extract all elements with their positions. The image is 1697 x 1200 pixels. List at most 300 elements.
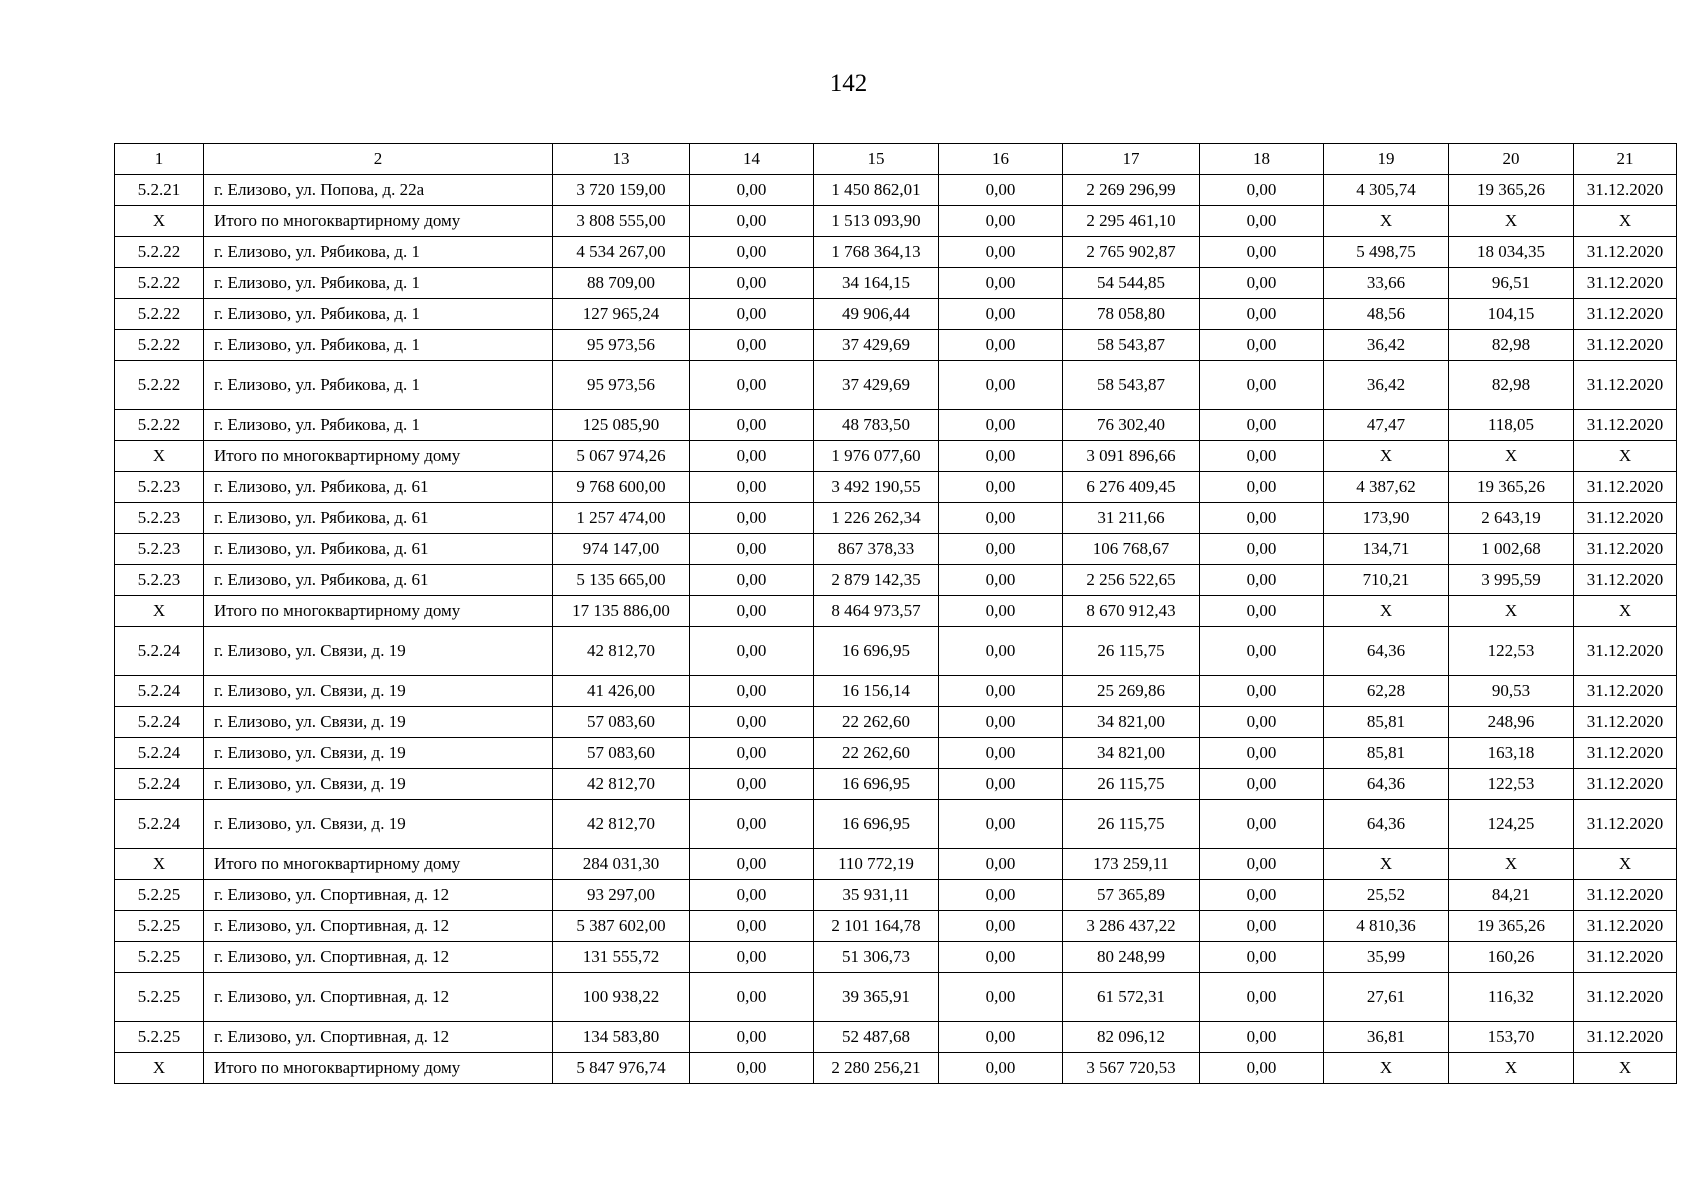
- col-17-cell: 8 670 912,43: [1063, 596, 1200, 627]
- col-14-cell: 0,00: [690, 565, 814, 596]
- address-cell: г. Елизово, ул. Связи, д. 19: [204, 800, 553, 849]
- table-row: [115, 330, 1677, 361]
- col-21-cell: 31.12.2020: [1574, 942, 1677, 973]
- header-cell: 14: [690, 144, 814, 175]
- col-18-cell: 0,00: [1200, 503, 1324, 534]
- col-20-cell: 19 365,26: [1449, 175, 1574, 206]
- table-row: [115, 880, 1677, 911]
- address-cell: г. Елизово, ул. Связи, д. 19: [204, 707, 553, 738]
- col-17-cell: 173 259,11: [1063, 849, 1200, 880]
- col-15-cell: 48 783,50: [814, 410, 939, 441]
- col-15-cell: 35 931,11: [814, 880, 939, 911]
- address-cell: г. Елизово, ул. Спортивная, д. 12: [204, 880, 553, 911]
- col-13-cell: 17 135 886,00: [553, 596, 690, 627]
- col-18-cell: 0,00: [1200, 880, 1324, 911]
- col-18-cell: 0,00: [1200, 299, 1324, 330]
- col-19-cell: X: [1324, 849, 1449, 880]
- col-14-cell: 0,00: [690, 441, 814, 472]
- col-13-cell: 5 847 976,74: [553, 1053, 690, 1084]
- table-row: [115, 1022, 1677, 1053]
- col-19-cell: 5 498,75: [1324, 237, 1449, 268]
- col-14-cell: 0,00: [690, 206, 814, 237]
- address-cell: г. Елизово, ул. Рябикова, д. 61: [204, 503, 553, 534]
- address-cell: г. Елизово, ул. Спортивная, д. 12: [204, 942, 553, 973]
- col-16-cell: 0,00: [939, 707, 1063, 738]
- col-21-cell: 31.12.2020: [1574, 676, 1677, 707]
- table-row: [115, 627, 1677, 676]
- item-number-cell: 5.2.22: [115, 361, 204, 410]
- col-17-cell: 2 295 461,10: [1063, 206, 1200, 237]
- col-17-cell: 6 276 409,45: [1063, 472, 1200, 503]
- col-21-cell: 31.12.2020: [1574, 707, 1677, 738]
- col-13-cell: 88 709,00: [553, 268, 690, 299]
- col-19-cell: 85,81: [1324, 738, 1449, 769]
- col-21-cell: 31.12.2020: [1574, 565, 1677, 596]
- col-18-cell: 0,00: [1200, 472, 1324, 503]
- col-16-cell: 0,00: [939, 268, 1063, 299]
- col-18-cell: 0,00: [1200, 237, 1324, 268]
- col-19-cell: 173,90: [1324, 503, 1449, 534]
- item-number-cell: 5.2.24: [115, 707, 204, 738]
- col-15-cell: 1 976 077,60: [814, 441, 939, 472]
- col-16-cell: 0,00: [939, 330, 1063, 361]
- table-row: [115, 769, 1677, 800]
- col-16-cell: 0,00: [939, 237, 1063, 268]
- item-number-cell: 5.2.24: [115, 676, 204, 707]
- col-19-cell: 36,81: [1324, 1022, 1449, 1053]
- col-20-cell: 19 365,26: [1449, 472, 1574, 503]
- table-row: [115, 268, 1677, 299]
- item-number-cell: X: [115, 596, 204, 627]
- col-15-cell: 52 487,68: [814, 1022, 939, 1053]
- col-21-cell: 31.12.2020: [1574, 800, 1677, 849]
- col-16-cell: 0,00: [939, 973, 1063, 1022]
- col-15-cell: 39 365,91: [814, 973, 939, 1022]
- item-number-cell: 5.2.22: [115, 268, 204, 299]
- address-cell: г. Елизово, ул. Спортивная, д. 12: [204, 973, 553, 1022]
- col-19-cell: 134,71: [1324, 534, 1449, 565]
- col-17-cell: 26 115,75: [1063, 627, 1200, 676]
- col-14-cell: 0,00: [690, 361, 814, 410]
- header-cell: 18: [1200, 144, 1324, 175]
- col-17-cell: 25 269,86: [1063, 676, 1200, 707]
- col-16-cell: 0,00: [939, 472, 1063, 503]
- col-15-cell: 16 156,14: [814, 676, 939, 707]
- col-21-cell: 31.12.2020: [1574, 973, 1677, 1022]
- col-20-cell: 160,26: [1449, 942, 1574, 973]
- col-20-cell: 82,98: [1449, 330, 1574, 361]
- table-row: [115, 237, 1677, 268]
- col-21-cell: 31.12.2020: [1574, 627, 1677, 676]
- col-21-cell: X: [1574, 441, 1677, 472]
- col-20-cell: 118,05: [1449, 410, 1574, 441]
- col-18-cell: 0,00: [1200, 1053, 1324, 1084]
- col-19-cell: 36,42: [1324, 330, 1449, 361]
- col-17-cell: 26 115,75: [1063, 800, 1200, 849]
- item-number-cell: 5.2.25: [115, 880, 204, 911]
- col-15-cell: 2 280 256,21: [814, 1053, 939, 1084]
- col-20-cell: 163,18: [1449, 738, 1574, 769]
- table-row: [115, 707, 1677, 738]
- address-cell: г. Елизово, ул. Связи, д. 19: [204, 769, 553, 800]
- col-18-cell: 0,00: [1200, 676, 1324, 707]
- col-20-cell: 3 995,59: [1449, 565, 1574, 596]
- col-19-cell: 36,42: [1324, 361, 1449, 410]
- table-row: [115, 472, 1677, 503]
- col-16-cell: 0,00: [939, 441, 1063, 472]
- address-cell: г. Елизово, ул. Рябикова, д. 61: [204, 472, 553, 503]
- col-19-cell: 33,66: [1324, 268, 1449, 299]
- col-17-cell: 57 365,89: [1063, 880, 1200, 911]
- col-20-cell: X: [1449, 849, 1574, 880]
- col-14-cell: 0,00: [690, 627, 814, 676]
- col-13-cell: 974 147,00: [553, 534, 690, 565]
- col-20-cell: 122,53: [1449, 769, 1574, 800]
- item-number-cell: 5.2.25: [115, 1022, 204, 1053]
- col-14-cell: 0,00: [690, 534, 814, 565]
- col-17-cell: 3 091 896,66: [1063, 441, 1200, 472]
- item-number-cell: X: [115, 849, 204, 880]
- table-row: [115, 738, 1677, 769]
- col-13-cell: 5 067 974,26: [553, 441, 690, 472]
- col-13-cell: 57 083,60: [553, 738, 690, 769]
- col-21-cell: 31.12.2020: [1574, 880, 1677, 911]
- col-21-cell: 31.12.2020: [1574, 911, 1677, 942]
- col-14-cell: 0,00: [690, 472, 814, 503]
- address-cell: г. Елизово, ул. Связи, д. 19: [204, 738, 553, 769]
- col-21-cell: 31.12.2020: [1574, 769, 1677, 800]
- col-18-cell: 0,00: [1200, 565, 1324, 596]
- col-20-cell: X: [1449, 441, 1574, 472]
- col-16-cell: 0,00: [939, 800, 1063, 849]
- address-cell: г. Елизово, ул. Рябикова, д. 1: [204, 361, 553, 410]
- address-cell: г. Елизово, ул. Связи, д. 19: [204, 627, 553, 676]
- col-18-cell: 0,00: [1200, 800, 1324, 849]
- table-row: [115, 1053, 1677, 1084]
- header-cell: 13: [553, 144, 690, 175]
- address-cell: г. Елизово, ул. Спортивная, д. 12: [204, 911, 553, 942]
- col-14-cell: 0,00: [690, 299, 814, 330]
- data-table: [114, 143, 1677, 1084]
- col-13-cell: 95 973,56: [553, 361, 690, 410]
- col-13-cell: 9 768 600,00: [553, 472, 690, 503]
- address-cell: г. Елизово, ул. Попова, д. 22а: [204, 175, 553, 206]
- col-16-cell: 0,00: [939, 206, 1063, 237]
- col-21-cell: X: [1574, 849, 1677, 880]
- col-20-cell: 2 643,19: [1449, 503, 1574, 534]
- col-14-cell: 0,00: [690, 503, 814, 534]
- col-18-cell: 0,00: [1200, 849, 1324, 880]
- col-14-cell: 0,00: [690, 237, 814, 268]
- col-18-cell: 0,00: [1200, 175, 1324, 206]
- col-15-cell: 22 262,60: [814, 738, 939, 769]
- col-14-cell: 0,00: [690, 175, 814, 206]
- col-17-cell: 54 544,85: [1063, 268, 1200, 299]
- col-16-cell: 0,00: [939, 299, 1063, 330]
- item-number-cell: 5.2.25: [115, 942, 204, 973]
- col-14-cell: 0,00: [690, 1053, 814, 1084]
- col-16-cell: 0,00: [939, 596, 1063, 627]
- col-15-cell: 16 696,95: [814, 800, 939, 849]
- item-number-cell: X: [115, 1053, 204, 1084]
- col-14-cell: 0,00: [690, 849, 814, 880]
- col-18-cell: 0,00: [1200, 973, 1324, 1022]
- col-17-cell: 3 286 437,22: [1063, 911, 1200, 942]
- table-row: [115, 676, 1677, 707]
- col-17-cell: 31 211,66: [1063, 503, 1200, 534]
- header-cell: 20: [1449, 144, 1574, 175]
- col-14-cell: 0,00: [690, 880, 814, 911]
- col-20-cell: 84,21: [1449, 880, 1574, 911]
- page-number: 142: [829, 70, 868, 97]
- col-21-cell: 31.12.2020: [1574, 330, 1677, 361]
- col-20-cell: 96,51: [1449, 268, 1574, 299]
- table-row: [115, 175, 1677, 206]
- col-20-cell: 116,32: [1449, 973, 1574, 1022]
- col-16-cell: 0,00: [939, 503, 1063, 534]
- col-17-cell: 58 543,87: [1063, 330, 1200, 361]
- col-13-cell: 42 812,70: [553, 627, 690, 676]
- table-row: [115, 942, 1677, 973]
- item-number-cell: X: [115, 206, 204, 237]
- col-16-cell: 0,00: [939, 534, 1063, 565]
- header-cell: 2: [204, 144, 553, 175]
- col-14-cell: 0,00: [690, 596, 814, 627]
- col-20-cell: 122,53: [1449, 627, 1574, 676]
- col-21-cell: X: [1574, 1053, 1677, 1084]
- address-cell: г. Елизово, ул. Спортивная, д. 12: [204, 1022, 553, 1053]
- col-15-cell: 1 768 364,13: [814, 237, 939, 268]
- col-16-cell: 0,00: [939, 175, 1063, 206]
- col-16-cell: 0,00: [939, 942, 1063, 973]
- col-17-cell: 58 543,87: [1063, 361, 1200, 410]
- col-13-cell: 42 812,70: [553, 800, 690, 849]
- col-21-cell: X: [1574, 206, 1677, 237]
- col-13-cell: 131 555,72: [553, 942, 690, 973]
- item-number-cell: 5.2.25: [115, 911, 204, 942]
- address-cell: Итого по многоквартирному дому: [204, 206, 553, 237]
- col-13-cell: 4 534 267,00: [553, 237, 690, 268]
- col-21-cell: 31.12.2020: [1574, 534, 1677, 565]
- col-15-cell: 2 101 164,78: [814, 911, 939, 942]
- col-13-cell: 42 812,70: [553, 769, 690, 800]
- col-18-cell: 0,00: [1200, 596, 1324, 627]
- col-19-cell: 4 387,62: [1324, 472, 1449, 503]
- col-16-cell: 0,00: [939, 769, 1063, 800]
- col-16-cell: 0,00: [939, 1022, 1063, 1053]
- col-15-cell: 1 513 093,90: [814, 206, 939, 237]
- col-14-cell: 0,00: [690, 800, 814, 849]
- table-row: [115, 800, 1677, 849]
- col-17-cell: 2 256 522,65: [1063, 565, 1200, 596]
- col-18-cell: 0,00: [1200, 627, 1324, 676]
- table-row: [115, 849, 1677, 880]
- table-row: [115, 206, 1677, 237]
- col-17-cell: 76 302,40: [1063, 410, 1200, 441]
- col-16-cell: 0,00: [939, 911, 1063, 942]
- col-14-cell: 0,00: [690, 268, 814, 299]
- col-14-cell: 0,00: [690, 769, 814, 800]
- col-15-cell: 110 772,19: [814, 849, 939, 880]
- item-number-cell: 5.2.21: [115, 175, 204, 206]
- item-number-cell: 5.2.23: [115, 472, 204, 503]
- col-13-cell: 95 973,56: [553, 330, 690, 361]
- header-cell: 19: [1324, 144, 1449, 175]
- col-18-cell: 0,00: [1200, 1022, 1324, 1053]
- col-13-cell: 134 583,80: [553, 1022, 690, 1053]
- col-15-cell: 16 696,95: [814, 627, 939, 676]
- address-cell: г. Елизово, ул. Рябикова, д. 61: [204, 565, 553, 596]
- col-21-cell: 31.12.2020: [1574, 237, 1677, 268]
- col-19-cell: 4 305,74: [1324, 175, 1449, 206]
- col-17-cell: 82 096,12: [1063, 1022, 1200, 1053]
- col-15-cell: 37 429,69: [814, 361, 939, 410]
- col-17-cell: 2 269 296,99: [1063, 175, 1200, 206]
- col-19-cell: 25,52: [1324, 880, 1449, 911]
- item-number-cell: 5.2.24: [115, 627, 204, 676]
- item-number-cell: X: [115, 441, 204, 472]
- table-body: [115, 144, 1677, 1084]
- col-15-cell: 2 879 142,35: [814, 565, 939, 596]
- col-19-cell: 48,56: [1324, 299, 1449, 330]
- address-cell: г. Елизово, ул. Рябикова, д. 1: [204, 330, 553, 361]
- col-21-cell: 31.12.2020: [1574, 175, 1677, 206]
- table-row: [115, 973, 1677, 1022]
- table-row: [115, 410, 1677, 441]
- col-16-cell: 0,00: [939, 627, 1063, 676]
- col-18-cell: 0,00: [1200, 268, 1324, 299]
- col-18-cell: 0,00: [1200, 330, 1324, 361]
- col-20-cell: 153,70: [1449, 1022, 1574, 1053]
- table-row: [115, 596, 1677, 627]
- table-row: [115, 503, 1677, 534]
- col-17-cell: 2 765 902,87: [1063, 237, 1200, 268]
- col-13-cell: 5 387 602,00: [553, 911, 690, 942]
- col-17-cell: 34 821,00: [1063, 707, 1200, 738]
- table-row: [115, 911, 1677, 942]
- col-21-cell: X: [1574, 596, 1677, 627]
- col-15-cell: 1 226 262,34: [814, 503, 939, 534]
- col-16-cell: 0,00: [939, 410, 1063, 441]
- col-16-cell: 0,00: [939, 565, 1063, 596]
- address-cell: г. Елизово, ул. Рябикова, д. 1: [204, 268, 553, 299]
- address-cell: Итого по многоквартирному дому: [204, 441, 553, 472]
- col-18-cell: 0,00: [1200, 942, 1324, 973]
- col-20-cell: 18 034,35: [1449, 237, 1574, 268]
- col-14-cell: 0,00: [690, 942, 814, 973]
- item-number-cell: 5.2.25: [115, 973, 204, 1022]
- col-13-cell: 5 135 665,00: [553, 565, 690, 596]
- address-cell: г. Елизово, ул. Рябикова, д. 61: [204, 534, 553, 565]
- col-15-cell: 34 164,15: [814, 268, 939, 299]
- col-14-cell: 0,00: [690, 911, 814, 942]
- table-row: [115, 299, 1677, 330]
- col-19-cell: 64,36: [1324, 800, 1449, 849]
- col-20-cell: 90,53: [1449, 676, 1574, 707]
- col-16-cell: 0,00: [939, 880, 1063, 911]
- col-21-cell: 31.12.2020: [1574, 268, 1677, 299]
- col-14-cell: 0,00: [690, 1022, 814, 1053]
- col-19-cell: 710,21: [1324, 565, 1449, 596]
- col-21-cell: 31.12.2020: [1574, 472, 1677, 503]
- table-row: [115, 534, 1677, 565]
- item-number-cell: 5.2.22: [115, 299, 204, 330]
- col-13-cell: 57 083,60: [553, 707, 690, 738]
- col-19-cell: 35,99: [1324, 942, 1449, 973]
- col-14-cell: 0,00: [690, 973, 814, 1022]
- col-20-cell: X: [1449, 596, 1574, 627]
- item-number-cell: 5.2.22: [115, 237, 204, 268]
- col-16-cell: 0,00: [939, 738, 1063, 769]
- col-14-cell: 0,00: [690, 738, 814, 769]
- col-13-cell: 125 085,90: [553, 410, 690, 441]
- col-19-cell: X: [1324, 1053, 1449, 1084]
- address-cell: Итого по многоквартирному дому: [204, 1053, 553, 1084]
- address-cell: г. Елизово, ул. Связи, д. 19: [204, 676, 553, 707]
- address-cell: г. Елизово, ул. Рябикова, д. 1: [204, 410, 553, 441]
- col-17-cell: 61 572,31: [1063, 973, 1200, 1022]
- col-15-cell: 49 906,44: [814, 299, 939, 330]
- col-17-cell: 80 248,99: [1063, 942, 1200, 973]
- col-13-cell: 284 031,30: [553, 849, 690, 880]
- col-14-cell: 0,00: [690, 410, 814, 441]
- col-17-cell: 34 821,00: [1063, 738, 1200, 769]
- item-number-cell: 5.2.24: [115, 738, 204, 769]
- item-number-cell: 5.2.24: [115, 800, 204, 849]
- col-20-cell: 19 365,26: [1449, 911, 1574, 942]
- col-19-cell: X: [1324, 441, 1449, 472]
- col-18-cell: 0,00: [1200, 911, 1324, 942]
- col-18-cell: 0,00: [1200, 534, 1324, 565]
- col-19-cell: 85,81: [1324, 707, 1449, 738]
- col-17-cell: 3 567 720,53: [1063, 1053, 1200, 1084]
- col-18-cell: 0,00: [1200, 441, 1324, 472]
- col-20-cell: 248,96: [1449, 707, 1574, 738]
- col-14-cell: 0,00: [690, 330, 814, 361]
- address-cell: г. Елизово, ул. Рябикова, д. 1: [204, 299, 553, 330]
- col-15-cell: 3 492 190,55: [814, 472, 939, 503]
- col-21-cell: 31.12.2020: [1574, 738, 1677, 769]
- table-row: [115, 565, 1677, 596]
- col-20-cell: X: [1449, 1053, 1574, 1084]
- col-19-cell: X: [1324, 206, 1449, 237]
- col-16-cell: 0,00: [939, 1053, 1063, 1084]
- col-19-cell: 62,28: [1324, 676, 1449, 707]
- table-row: [115, 361, 1677, 410]
- header-cell: 1: [115, 144, 204, 175]
- col-18-cell: 0,00: [1200, 738, 1324, 769]
- col-21-cell: 31.12.2020: [1574, 503, 1677, 534]
- col-15-cell: 51 306,73: [814, 942, 939, 973]
- col-15-cell: 37 429,69: [814, 330, 939, 361]
- col-20-cell: 124,25: [1449, 800, 1574, 849]
- col-18-cell: 0,00: [1200, 410, 1324, 441]
- col-18-cell: 0,00: [1200, 206, 1324, 237]
- header-cell: 15: [814, 144, 939, 175]
- col-19-cell: 64,36: [1324, 769, 1449, 800]
- col-13-cell: 1 257 474,00: [553, 503, 690, 534]
- col-20-cell: 82,98: [1449, 361, 1574, 410]
- item-number-cell: 5.2.22: [115, 410, 204, 441]
- address-cell: г. Елизово, ул. Рябикова, д. 1: [204, 237, 553, 268]
- col-16-cell: 0,00: [939, 361, 1063, 410]
- col-13-cell: 41 426,00: [553, 676, 690, 707]
- col-19-cell: 27,61: [1324, 973, 1449, 1022]
- col-18-cell: 0,00: [1200, 769, 1324, 800]
- col-17-cell: 106 768,67: [1063, 534, 1200, 565]
- header-cell: 17: [1063, 144, 1200, 175]
- col-17-cell: 26 115,75: [1063, 769, 1200, 800]
